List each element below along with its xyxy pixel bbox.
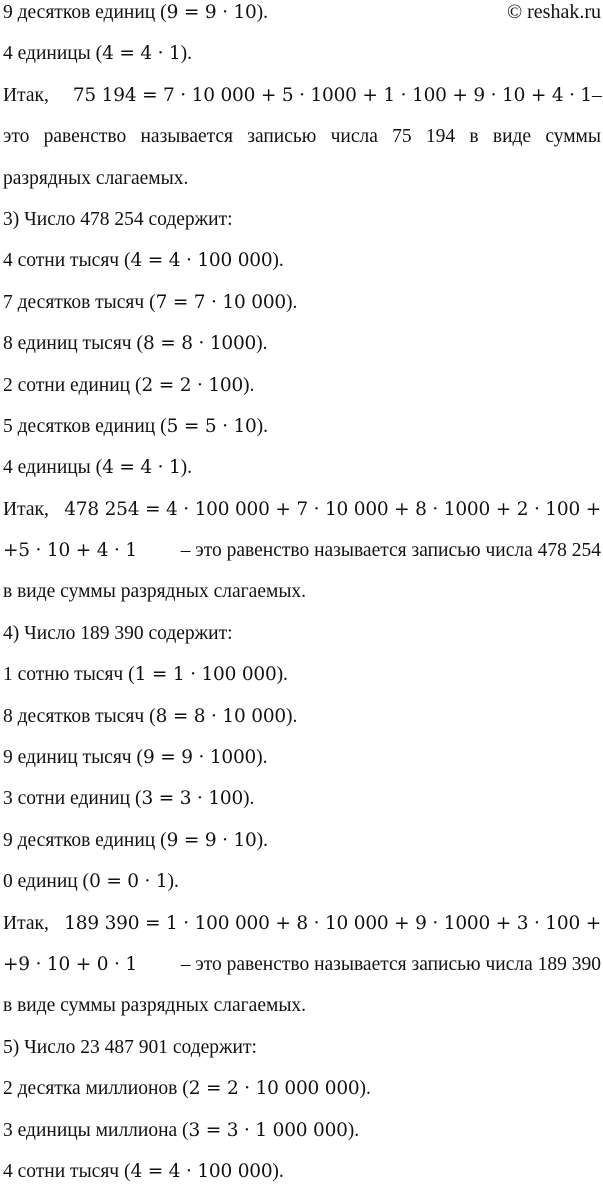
- line-end: ).: [256, 747, 268, 769]
- line-end: ).: [256, 829, 268, 851]
- section-heading: 4) Число 189 390 содержит:: [3, 622, 233, 644]
- text-line: в виде суммы разрядных слагаемых.: [3, 995, 307, 1017]
- line-text: – это равенство называется записью числа 478 254: [180, 540, 601, 562]
- section-heading: 5) Число 23 487 901 содержит:: [3, 1036, 257, 1058]
- math-expression: 189 390 = 1 · 100 000 + 8 · 10 000 + 9 · 1000 + 3 · 100 +: [64, 912, 601, 934]
- math-expression: 2 = 2 · 100: [141, 374, 244, 396]
- equation-line: [0, 489, 603, 530]
- math-expression: 8 = 8 · 1000: [143, 333, 257, 355]
- text-line: это равенство называется записью числа 75 194 в виде суммы: [3, 126, 601, 148]
- math-expression: 0 = 0 · 1: [89, 871, 168, 893]
- equation-line: [0, 903, 603, 944]
- line-text: 2 десятка миллионов (: [3, 1078, 189, 1100]
- line-end: ).: [256, 2, 268, 23]
- text-line: [0, 240, 603, 281]
- line-text: 3 сотни единиц (: [3, 788, 142, 810]
- text-line: [0, 1068, 603, 1109]
- line-end: ).: [256, 415, 268, 437]
- line-text: 1 сотню тысяч (: [3, 664, 135, 686]
- text-line: разрядных слагаемых.: [3, 167, 189, 189]
- line-end: ).: [272, 250, 284, 272]
- math-expression: 4 = 4 · 1: [102, 43, 181, 65]
- line-end: ).: [347, 1119, 360, 1141]
- text-line: [0, 323, 603, 364]
- line-content: [3, 0, 268, 33]
- text-line: [0, 696, 603, 737]
- math-expression: +5 · 10 + 4 · 1: [3, 540, 137, 562]
- text-line: в виде суммы разрядных слагаемых.: [3, 581, 307, 603]
- line-text: 9 десятков единиц (: [3, 829, 167, 851]
- math-expression: +9 · 10 + 0 · 1: [3, 953, 137, 975]
- text-line: [0, 365, 603, 406]
- equation-line: [0, 530, 603, 571]
- section-heading: 3) Число 478 254 содержит:: [3, 208, 233, 230]
- line-text: 4 единицы (: [3, 43, 103, 65]
- line-text: 7 десятков тысяч (: [3, 291, 156, 313]
- math-expression: 1 = 1 · 100 000: [134, 664, 277, 686]
- line-lead: Итак,: [3, 912, 49, 934]
- line-text: 3 единицы миллиона (: [3, 1119, 189, 1141]
- math-expression: 9 = 9 · 10: [166, 829, 257, 851]
- text-line: [0, 447, 603, 488]
- math-expression: 9 = 9 · 1000: [143, 747, 257, 769]
- text-line: [0, 406, 603, 447]
- dash: –: [592, 84, 602, 106]
- line-text: 0 единиц (: [3, 871, 90, 893]
- equation-line: [0, 75, 603, 116]
- math-expression: 75 194 = 7 · 10 000 + 5 · 1000 + 1 · 100 + 9 · 10 + 4 · 1: [72, 84, 592, 106]
- math-expression: 3 = 3 · 1 000 000: [188, 1119, 348, 1141]
- math-expression: 3 = 3 · 100: [141, 788, 244, 810]
- line-end: ).: [256, 333, 268, 355]
- line-text: 4 единицы (: [3, 457, 103, 479]
- line-text: 4 сотни тысяч (: [3, 250, 131, 272]
- text-line: [0, 737, 603, 778]
- text-line: [0, 33, 603, 74]
- text-line: [0, 282, 603, 323]
- line-lead: Итак,: [3, 84, 49, 106]
- line-text: 5 десятков единиц (: [3, 415, 167, 437]
- math-expression: 4 = 4 · 1: [102, 457, 181, 479]
- math-expression: 4 = 4 · 100 000: [130, 1160, 273, 1182]
- math-expression: 8 = 8 · 10 000: [155, 705, 286, 727]
- line-end: ).: [180, 457, 192, 479]
- line-text: 4 сотни тысяч (: [3, 1160, 131, 1182]
- line-end: ).: [285, 705, 298, 727]
- text-line: [0, 654, 603, 695]
- line-end: ).: [276, 664, 288, 686]
- line-end: ).: [167, 871, 179, 893]
- text-line: [0, 861, 603, 902]
- text-line: [0, 778, 603, 819]
- line-text: 8 единиц тысяч (: [3, 333, 143, 355]
- line-lead: Итак,: [3, 498, 49, 520]
- math-expression: 9 = 9 · 10: [166, 2, 257, 23]
- text-line: [0, 1151, 603, 1192]
- text-line: [0, 1110, 603, 1151]
- math-expression: 5 = 5 · 10: [166, 415, 257, 437]
- math-expression: 7 = 7 · 10 000: [155, 291, 286, 313]
- line-end: ).: [285, 291, 298, 313]
- line-end: ).: [359, 1078, 371, 1100]
- math-expression: 2 = 2 · 10 000 000: [188, 1078, 360, 1100]
- equation-group: [3, 75, 592, 116]
- line-end: ).: [180, 43, 192, 65]
- watermark: © reshak.ru: [506, 1, 601, 23]
- line-end: ).: [272, 1160, 284, 1182]
- line-end: ).: [243, 788, 255, 810]
- text-line: [0, 0, 603, 33]
- line-end: ).: [243, 374, 255, 396]
- line-text: 8 десятков тысяч (: [3, 705, 156, 727]
- math-expression: 478 254 = 4 · 100 000 + 7 · 10 000 + 8 · 1000 + 2 · 100 +: [64, 498, 601, 520]
- equation-line: [0, 944, 603, 985]
- text-line: [0, 820, 603, 861]
- line-text: 2 сотни единиц (: [3, 374, 142, 396]
- math-expression: 4 = 4 · 100 000: [130, 250, 273, 272]
- line-text: – это равенство называется записью числа 189 390: [180, 953, 601, 975]
- line-text: 9 единиц тысяч (: [3, 747, 143, 769]
- line-text: 9 десятков единиц (: [3, 2, 167, 23]
